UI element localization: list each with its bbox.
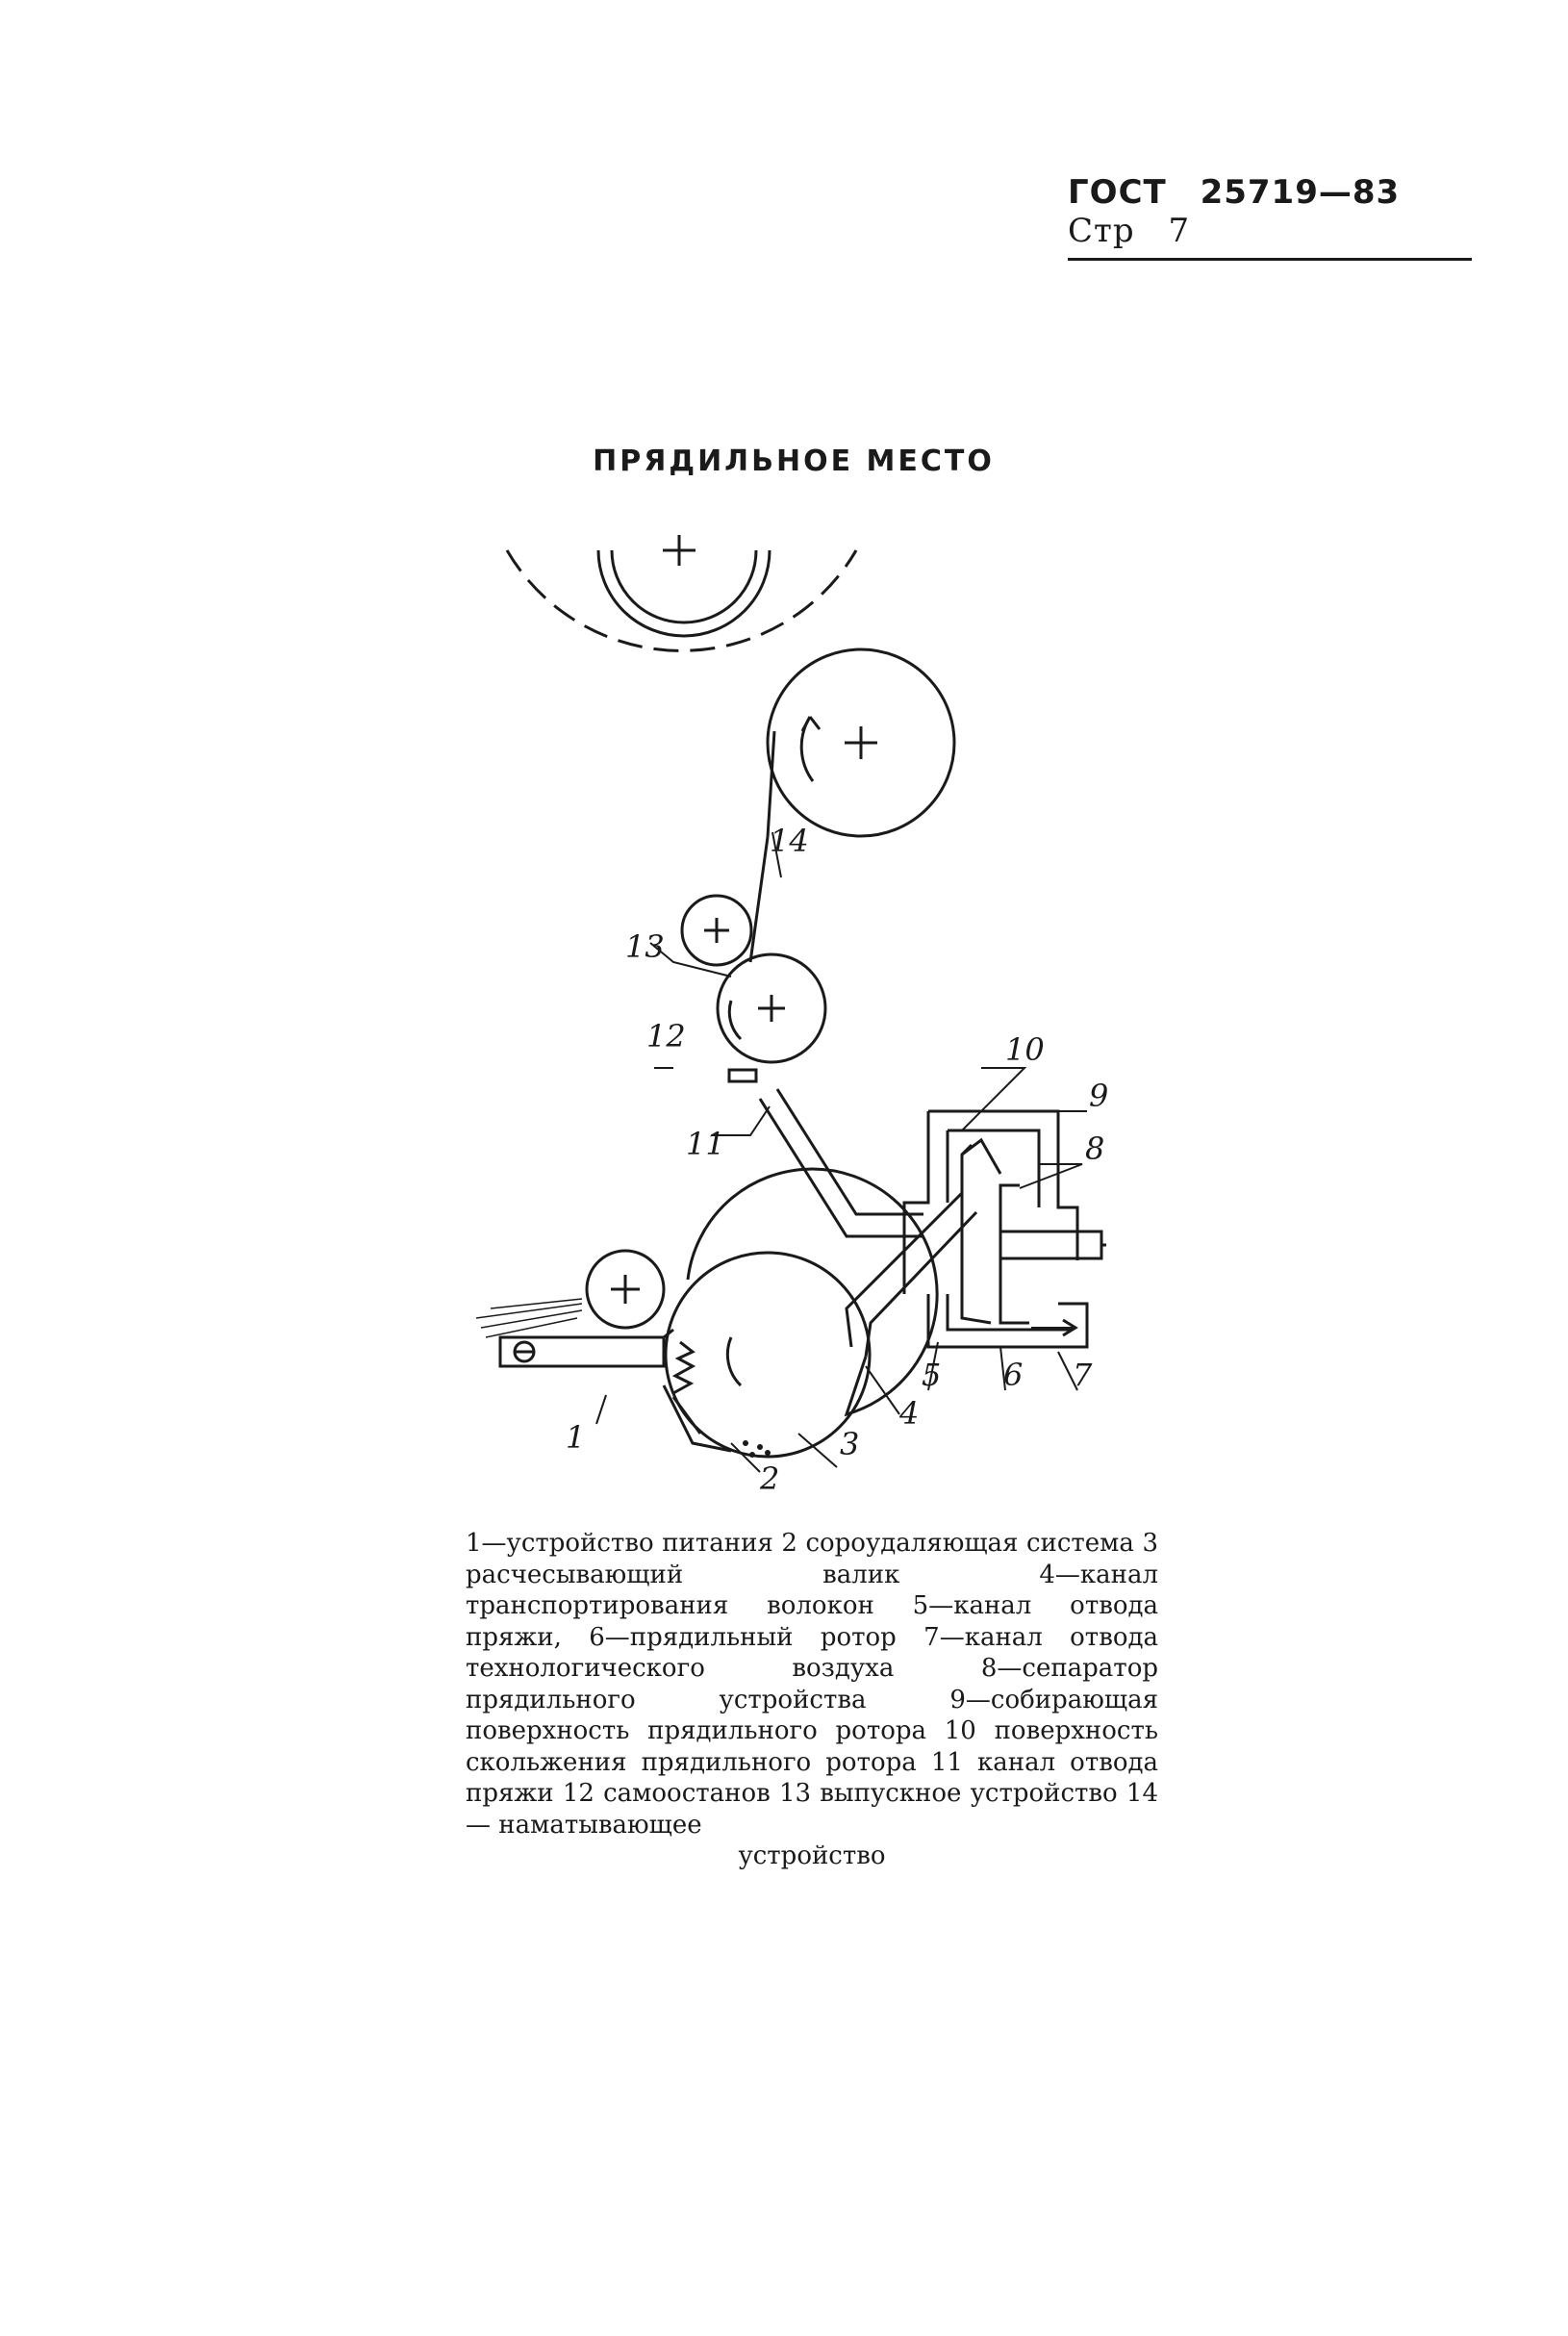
figure-title: ПРЯДИЛЬНОЕ МЕСТО (593, 444, 995, 478)
callout-1: 1 (566, 1419, 586, 1456)
callout-9: 9 (1089, 1078, 1109, 1114)
callout-8: 8 (1085, 1130, 1105, 1167)
callout-4: 4 (899, 1395, 920, 1432)
callout-13: 13 (625, 928, 665, 965)
callout-14: 14 (770, 823, 809, 859)
page-label: Стр (1068, 212, 1135, 250)
caption-last-line: устройство (738, 1841, 886, 1870)
figure-caption (466, 1528, 1158, 1872)
bobbin-core-inner (612, 550, 756, 622)
yarn-tube (760, 1099, 923, 1236)
page-number: 7 (1168, 212, 1191, 250)
caption-text: 1—устройство питания 2 сороудаляющая система 3 расчесывающий валик 4—канал транспортирования волокон 5—канал отвода пряжи, 6—прядильный ротор 7—канал отвода технологического воздуха 8—сепаратор прядильного устройства 9—собирающая поверхность прядильного ротора 10 поверхность скольжения прядильного ротора 11 канал отвода пряжи 12 самоостанов 13 выпускное устройство 14— наматывающее (466, 1529, 1158, 1840)
callout-7: 7 (1073, 1357, 1093, 1393)
callout-10: 10 (1005, 1031, 1045, 1068)
callout-3: 3 (840, 1426, 860, 1462)
callout-6: 6 (1003, 1357, 1024, 1393)
callout-2: 2 (760, 1460, 780, 1497)
callout-5: 5 (922, 1357, 942, 1393)
spinning-rotor (1000, 1185, 1029, 1323)
callout-12: 12 (646, 1018, 686, 1054)
stop-motion (729, 1070, 756, 1081)
standard-label: ГОСТ (1068, 173, 1167, 212)
standard-number: 25719—83 (1200, 173, 1401, 212)
rotor-shaft (1000, 1231, 1101, 1258)
callout-11: 11 (686, 1126, 725, 1162)
